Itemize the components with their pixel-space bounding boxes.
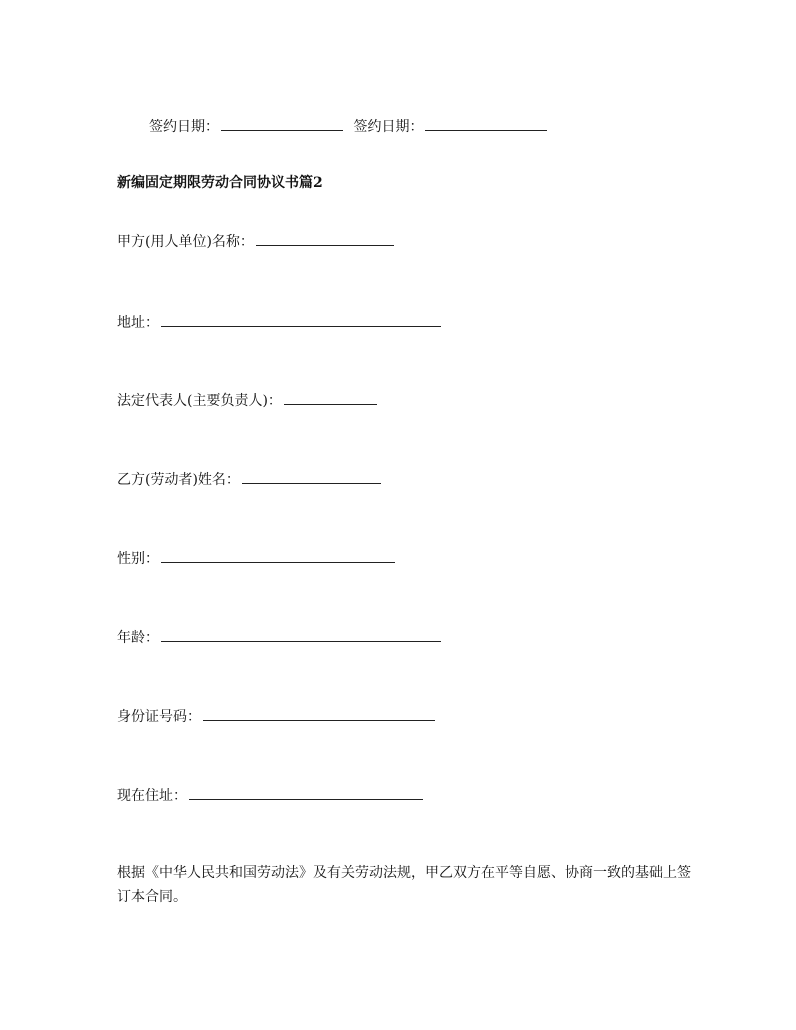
id-number-row [117,707,435,727]
employee-name-blank [242,470,381,484]
gender-blank [161,549,395,563]
current-address-label: 现在住址： [117,788,187,804]
gender-label: 性别： [117,551,159,567]
legal-rep-label: 法定代表人(主要负责人)： [117,393,282,409]
signing-date-blank-a [221,117,343,131]
signing-date-label-a: 签约日期： [149,119,219,135]
age-row [117,628,441,648]
address-blank [161,313,441,327]
legal-rep-blank [284,391,377,405]
preamble-paragraph: 根据《中华人民共和国劳动法》及有关劳动法规，甲乙双方在平等自愿、协商一致的基础上签订本合同。 [117,865,691,905]
legal-rep-row [117,391,377,411]
employee-name-label: 乙方(劳动者)姓名： [117,472,240,488]
employee-name-row [117,470,381,490]
gender-row [117,549,395,569]
employer-name-row [117,232,394,252]
signing-date-row [149,117,547,137]
employer-name-blank [256,232,394,246]
id-number-label: 身份证号码： [117,709,201,725]
signing-date-label-b: 签约日期： [353,119,424,135]
signing-date-blank-b [425,117,547,131]
age-blank [161,628,441,642]
current-address-row [117,786,423,806]
section-title: 新编固定期限劳动合同协议书篇2 [117,175,323,191]
id-number-blank [203,707,435,721]
address-label: 地址： [117,315,159,331]
current-address-blank [189,786,423,800]
employer-name-label: 甲方(用人单位)名称： [117,234,254,250]
address-row [117,313,441,333]
age-label: 年龄： [117,630,159,646]
